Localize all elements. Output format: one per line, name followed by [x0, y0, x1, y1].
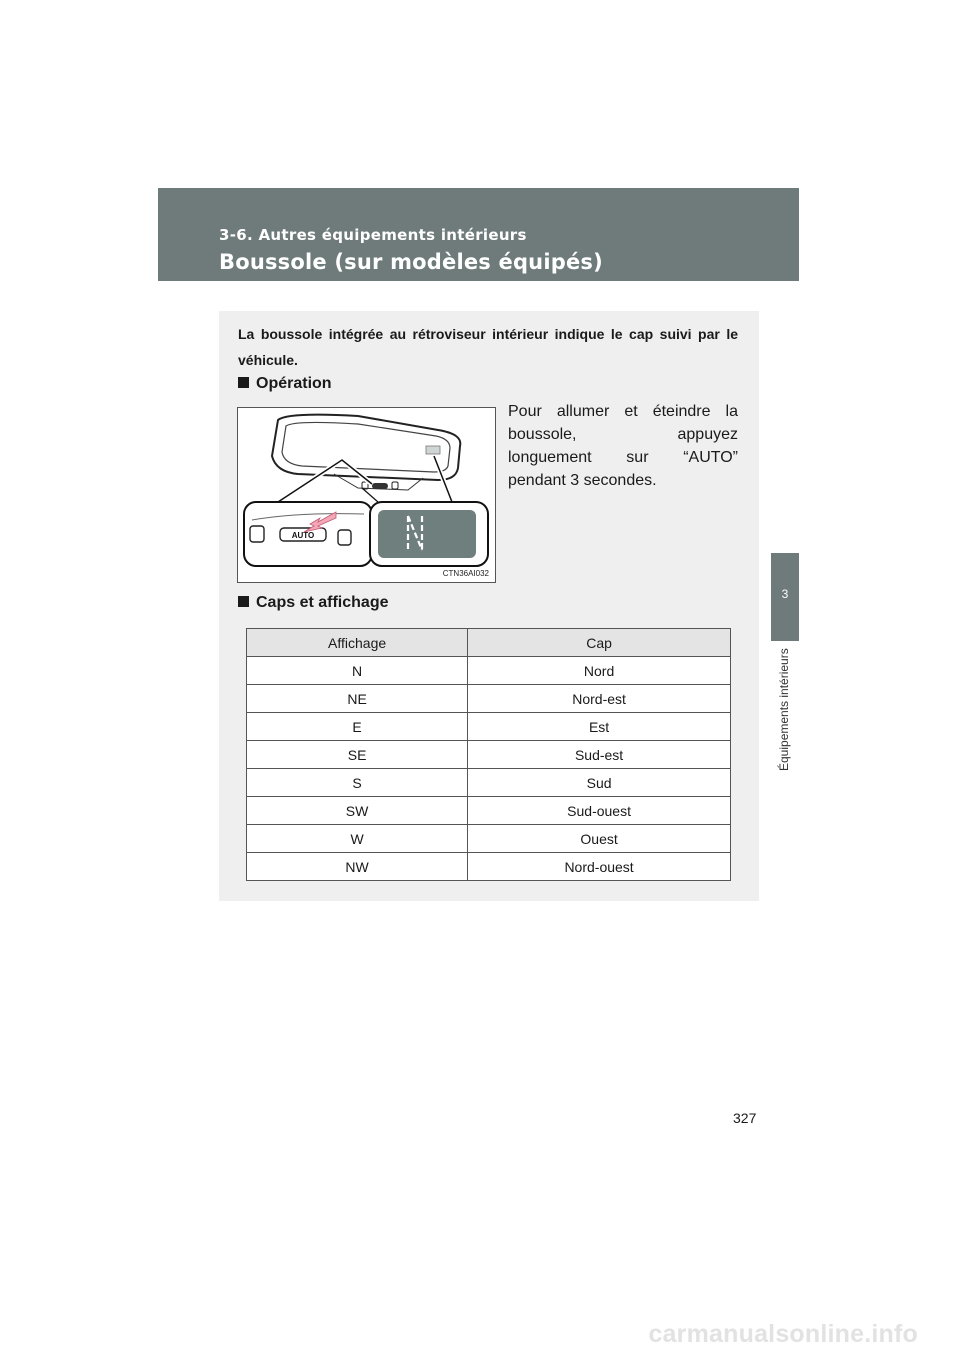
- instruction-line: longuement sur “AUTO”: [508, 449, 738, 466]
- section-label: 3-6. Autres équipements intérieurs: [219, 226, 527, 244]
- figure-code: CTN36AI032: [442, 569, 489, 578]
- caps-heading-text: Caps et affichage: [256, 594, 389, 611]
- table-row: [247, 797, 731, 825]
- table-row: [247, 825, 731, 853]
- column-header-affichage: Affichage: [247, 629, 468, 657]
- chapter-tab: [771, 553, 799, 641]
- display-cell: SE: [247, 741, 468, 769]
- table-header-row: [247, 629, 731, 657]
- display-cell: W: [247, 825, 468, 853]
- watermark: carmanualsonline.info: [648, 1320, 918, 1348]
- table-row: [247, 685, 731, 713]
- mirror-illustration: [237, 407, 496, 583]
- table-row: [247, 769, 731, 797]
- column-header-cap: Cap: [468, 629, 731, 657]
- instruction-line: boussole, appuyez: [508, 426, 738, 443]
- display-cell: S: [247, 769, 468, 797]
- operation-heading: [238, 375, 332, 393]
- operation-instructions: [508, 400, 738, 492]
- heading-cell: Sud: [468, 769, 731, 797]
- square-bullet-icon: [238, 377, 249, 388]
- display-cell: NE: [247, 685, 468, 713]
- chapter-label: Équipements intérieurs: [777, 648, 791, 771]
- table-row: [247, 853, 731, 881]
- heading-cell: Ouest: [468, 825, 731, 853]
- right-side-button: [338, 530, 351, 545]
- mirror-diagram: [238, 408, 495, 582]
- mirror-small-button: [392, 482, 398, 489]
- left-side-button: [250, 526, 264, 542]
- mirror-auto-button: [372, 483, 388, 489]
- caps-heading: [238, 594, 388, 612]
- heading-cell: Nord-est: [468, 685, 731, 713]
- table-row: [247, 713, 731, 741]
- page-title: Boussole (sur modèles équipés): [219, 250, 603, 274]
- display-cell: E: [247, 713, 468, 741]
- mirror-display-window: [426, 446, 440, 454]
- auto-button-label: AUTO: [291, 531, 315, 540]
- display-cell: SW: [247, 797, 468, 825]
- operation-heading-text: Opération: [256, 375, 332, 392]
- heading-cell: Nord: [468, 657, 731, 685]
- table-row: [247, 657, 731, 685]
- display-cell: NW: [247, 853, 468, 881]
- intro-text: La boussole intégrée au rétroviseur intérieur indique le cap suivi par le véhicule.: [238, 326, 738, 368]
- heading-cell: Sud-est: [468, 741, 731, 769]
- chapter-number: 3: [781, 587, 789, 601]
- display-cell: N: [247, 657, 468, 685]
- page-number: 327: [733, 1110, 757, 1126]
- instruction-line: Pour allumer et éteindre la: [508, 403, 738, 420]
- square-bullet-icon: [238, 596, 249, 607]
- table-row: [247, 741, 731, 769]
- heading-cell: Sud-ouest: [468, 797, 731, 825]
- heading-cell: Nord-ouest: [468, 853, 731, 881]
- heading-cell: Est: [468, 713, 731, 741]
- caps-table: [246, 628, 731, 881]
- compass-display: [378, 510, 476, 558]
- callout-line: [362, 488, 378, 502]
- instruction-line: pendant 3 secondes.: [508, 472, 657, 489]
